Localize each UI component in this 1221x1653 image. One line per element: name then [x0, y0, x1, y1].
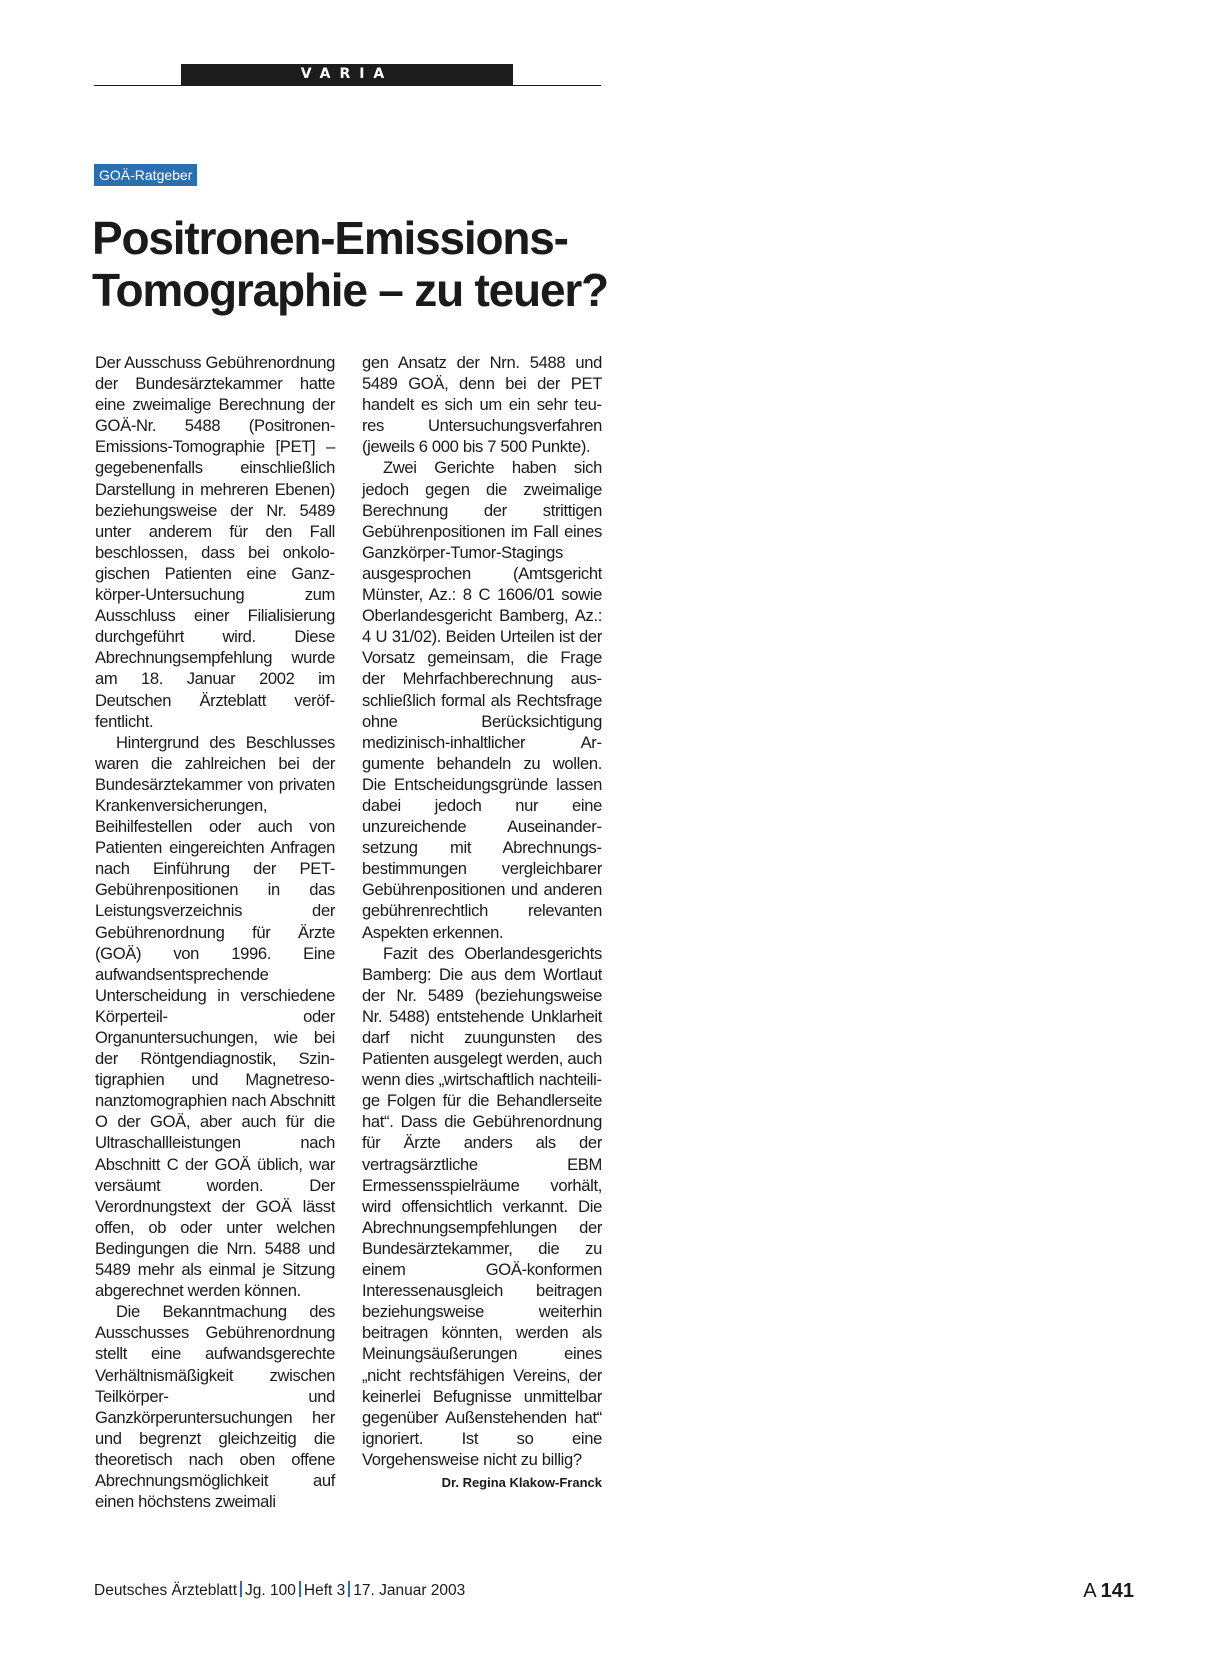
page-prefix: A	[1083, 1580, 1097, 1602]
section-rule	[94, 85, 601, 86]
page-number	[1083, 1580, 1134, 1602]
category-tag: GOÄ-Ratgeber	[94, 164, 197, 186]
paragraph: Der Ausschuss Gebührenordnung der Bundesärztekammer hatte eine zweimalige Berechnung der GOÄ-Nr. 5488 (Positronen-Emissions-Tomographie [PET] – gegebenenfalls einschließlich Darstellung in mehreren Ebenen) beziehungsweise der Nr. 5489 unter anderem für den Fall beschlossen, dass bei onkologischen Patienten eine Ganzkörper-Untersuchung zum Ausschluss einer Filialisierung durchgeführt wird. Diese Abrechnungsempfehlung wurde am 18. Januar 2002 im Deutschen Ärzteblatt veröffentlicht.	[95, 353, 335, 731]
footer-separator	[348, 1581, 350, 1597]
article-title	[92, 212, 652, 316]
journal-name: Deutsches Ärzteblatt	[94, 1582, 238, 1599]
text-column-right	[362, 352, 602, 1592]
page-number-value: 141	[1100, 1580, 1134, 1602]
footer-separator	[299, 1581, 301, 1597]
title-line-2: Tomographie – zu teuer?	[92, 264, 608, 316]
section-header: VARIA	[181, 64, 513, 85]
title-line-1: Positronen-Emissions-	[92, 212, 568, 264]
issue-date: 17. Januar 2003	[353, 1582, 466, 1599]
paragraph: Zwei Gerichte haben sich jedoch gegen die zweimalige Berechnung der strittigen Gebührenpositionen im Fall eines Ganzkörper-Tumor-Stagings ausgesprochen (Amtsgericht Münster, Az.: 8 C 1606/01 sowie Oberlandesgericht Bamberg, Az.: 4 U 31/02). Beiden Urteilen ist der Vorsatz gemeinsam, die Frage der Mehrfachberechnung ausschließlich formal als Rechtsfrage ohne Berücksichtigung medizinisch-inhaltlicher Argumente behandeln zu wollen. Die Entscheidungsgründe lassen dabei jedoch nur eine unzureichende Auseinandersetzung mit Abrechnungsbestimmungen vergleichbarer Gebührenpositionen und anderen gebührenrechtlich relevanten Aspekten erkennen.	[362, 458, 602, 942]
paragraph: Die Bekanntmachung des Ausschusses Gebührenordnung stellt eine aufwandsgerechte Verhältnismäßigkeit zwischen Teilkörper- und Ganzkörperuntersuchungen her und begrenzt gleichzeitig die theoretisch nach oben offene Abrechnungsmöglichkeit auf einen höchstens zweimali	[95, 1302, 335, 1512]
page-footer	[94, 1580, 1134, 1602]
footer-separator	[240, 1581, 242, 1597]
journal-volume: Jg. 100	[245, 1582, 296, 1599]
paragraph	[362, 943, 602, 1490]
text-column-left	[95, 352, 335, 1592]
paragraph: Hintergrund des Beschlusses waren die zahlreichen bei der Bundesärztekammer von privaten Krankenversicherungen, Beihilfestellen oder auch von Patienten eingereichten Anfragen nach Einführung der PET-Gebührenpositionen in das Leistungsverzeichnis der Gebührenordnung für Ärzte (GOÄ) von 1996. Eine aufwandsentsprechende Unterscheidung in verschiedene Körperteil- oder Organuntersuchungen, wie bei der Röntgendiagnostik, Szintigraphien und Magnetresonanztomographien nach Abschnitt O der GOÄ, aber auch für die Ultraschallleistungen nach Abschnitt C der GOÄ üblich, war versäumt worden. Der Verordnungstext der GOÄ lässt offen, ob oder unter welchen Bedingungen die Nrn. 5488 und 5489 mehr als einmal je Sitzung abgerechnet werden können.	[95, 732, 335, 1301]
paragraph-text: Fazit des Oberlandesgerichts Bamberg: Die aus dem Wortlaut der Nr. 5489 (beziehungsweise Nr. 5488) entstehende Unklarheit darf nicht zuungunsten des Patienten ausgelegt werden, auch wenn dies „wirtschaftlich nachteilige Folgen für die Behandlerseite hat“. Dass die Gebührenordnung für Ärzte anders als der vertragsärztliche EBM Ermessensspielräume vorhält, wird offensichtlich verkannt. Die Abrechnungsempfehlungen der Bundesärztekammer, die zu einem GOÄ-konformen Interessenausgleich beitragen beziehungsweise weiterhin beitragen könnten, werden als Meinungsäußerungen eines „nicht rechtsfähigen Vereins, der keinerlei Befugnisse unmittelbar gegenüber Außenstehenden hat“ ignoriert. Ist so eine Vorgehensweise nicht zu billig?	[362, 943, 602, 1469]
paragraph: gen Ansatz der Nrn. 5488 und 5489 GOÄ, denn bei der PET handelt es sich um ein sehr teures Untersuchungsverfahren (jeweils 6 000 bis 7 500 Punkte).	[362, 353, 602, 457]
journal-issue: Heft 3	[303, 1582, 346, 1599]
author-byline: Dr. Regina Klakow-Franck	[441, 1474, 602, 1490]
